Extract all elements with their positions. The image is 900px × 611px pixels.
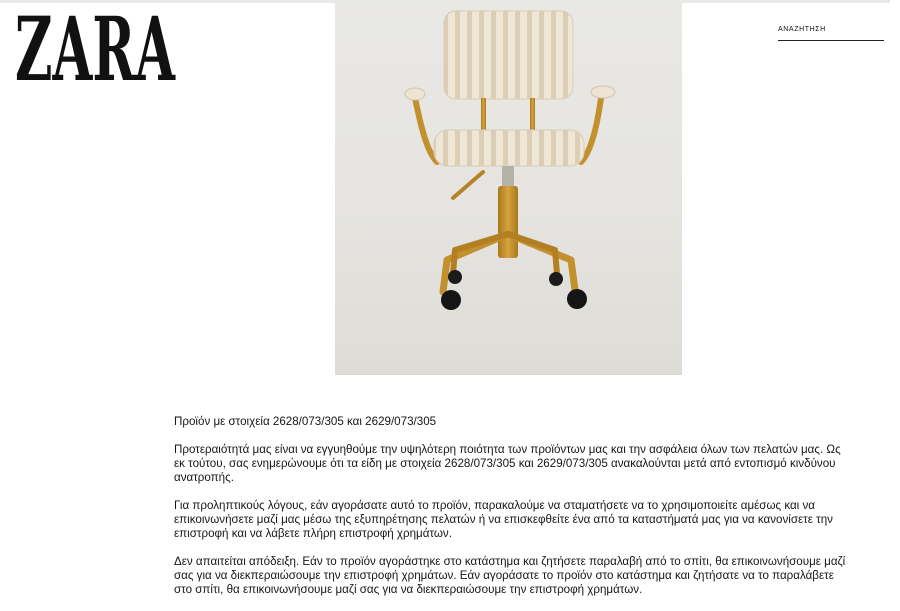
zara-logo-mark bbox=[15, 0, 177, 101]
search-input[interactable] bbox=[778, 22, 884, 41]
notice-paragraph-1: Προτεραιότητά μας είναι να εγγυηθούμε την υψηλότερη ποιότητα των προϊόντων μας και την ασφάλεια όλων των πελατών μας. Ως εκ τούτου, σας ενημερώνουμε ότι τα είδη με στοιχεία 2628/073/305 και 2629/073/305 ανακαλούνται μετά από εντοπισμό κινδύνου ανατροπής. bbox=[174, 443, 841, 484]
notice-paragraph-3: Δεν απαιτείται απόδειξη. Εάν το προϊόν αγοράστηκε στο κατάστημα και ζητήσετε παραλαβή από το σπίτι, θα επικοινωνήσουμε μαζί σας για να διεκπεραιώσουμε την επιστροφή χρημάτων. Εάν αγοράσατε το προϊόν στο κατάστημα και ζητήσατε να το παραλάβετε στο σπίτι, θα επικοινωνήσουμε μαζί σας για να διεκπεραιώσουμε την επιστροφή χρημάτων. bbox=[174, 555, 846, 596]
recall-notice bbox=[174, 415, 854, 611]
search-label: ΑΝΑΖΗΤΗΣΗ bbox=[778, 26, 826, 33]
zara-logo[interactable] bbox=[15, 0, 177, 101]
product-image bbox=[335, 2, 682, 375]
notice-subject: Προϊόν με στοιχεία 2628/073/305 και 2629/073/305 bbox=[174, 415, 437, 428]
svg-text:ZARA: ZARA bbox=[15, 0, 176, 101]
notice-paragraph-2: Για προληπτικούς λόγους, εάν αγοράσατε αυτό το προϊόν, παρακαλούμε να σταματήσετε να το χρησιμοποιείτε αμέσως και να επικοινωνήσετε μαζί μας μέσω της εξυπηρέτησης πελατών ή να επισκεφθείτε ένα από τα καταστήματά μας για να κανονίσετε την επιστροφή και να λάβετε πλήρη επιστροφή χρημάτων. bbox=[174, 499, 833, 540]
office-chair-photo bbox=[335, 2, 682, 375]
